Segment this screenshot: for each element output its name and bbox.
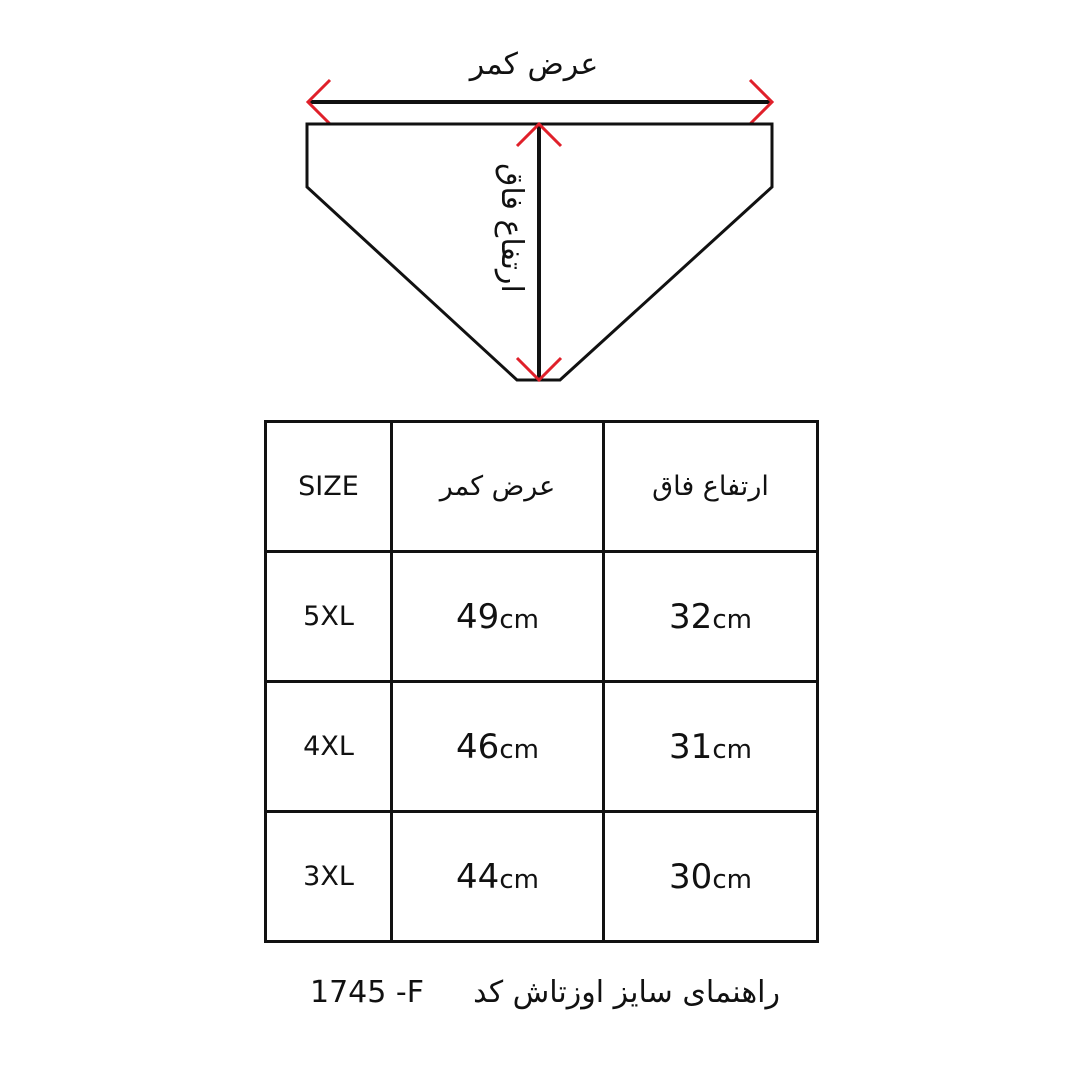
height-label: ارتفاع فاق — [494, 163, 529, 293]
size-guide-title: راهنمای سایز اوزتاش کد — [473, 975, 780, 1010]
size-value: 5XL — [303, 601, 354, 632]
table-row — [266, 812, 818, 942]
table-header-row — [266, 422, 818, 552]
table-row — [266, 682, 818, 812]
rise-cell — [604, 812, 818, 942]
size-cell — [266, 682, 392, 812]
product-code: 1745 -F — [310, 975, 424, 1010]
header-waist-label: عرض کمر — [439, 471, 556, 502]
waist-value: 44 — [456, 856, 500, 897]
header-cell-size — [266, 422, 392, 552]
size-table — [264, 420, 819, 943]
header-rise-label: ارتفاع فاق — [652, 471, 769, 502]
unit-label: cm — [712, 734, 752, 765]
rise-cell — [604, 682, 818, 812]
garment-diagram — [0, 0, 1080, 400]
waist-value: 46 — [456, 726, 500, 767]
waist-cell — [392, 682, 604, 812]
header-size-label: SIZE — [298, 471, 359, 502]
waist-cell — [392, 552, 604, 682]
waist-cell — [392, 812, 604, 942]
size-value: 4XL — [303, 731, 354, 762]
rise-value: 30 — [669, 856, 713, 897]
waist-label: عرض کمر — [469, 47, 599, 82]
rise-value: 32 — [669, 596, 713, 637]
header-cell-waist — [392, 422, 604, 552]
rise-cell — [604, 552, 818, 682]
unit-label: cm — [499, 734, 539, 765]
unit-label: cm — [712, 604, 752, 635]
waist-value: 49 — [456, 596, 500, 637]
rise-value: 31 — [669, 726, 713, 767]
unit-label: cm — [499, 604, 539, 635]
size-cell — [266, 552, 392, 682]
unit-label: cm — [712, 864, 752, 895]
unit-label: cm — [499, 864, 539, 895]
size-value: 3XL — [303, 861, 354, 892]
footer — [300, 975, 800, 1025]
header-cell-rise — [604, 422, 818, 552]
size-cell — [266, 812, 392, 942]
table-row — [266, 552, 818, 682]
